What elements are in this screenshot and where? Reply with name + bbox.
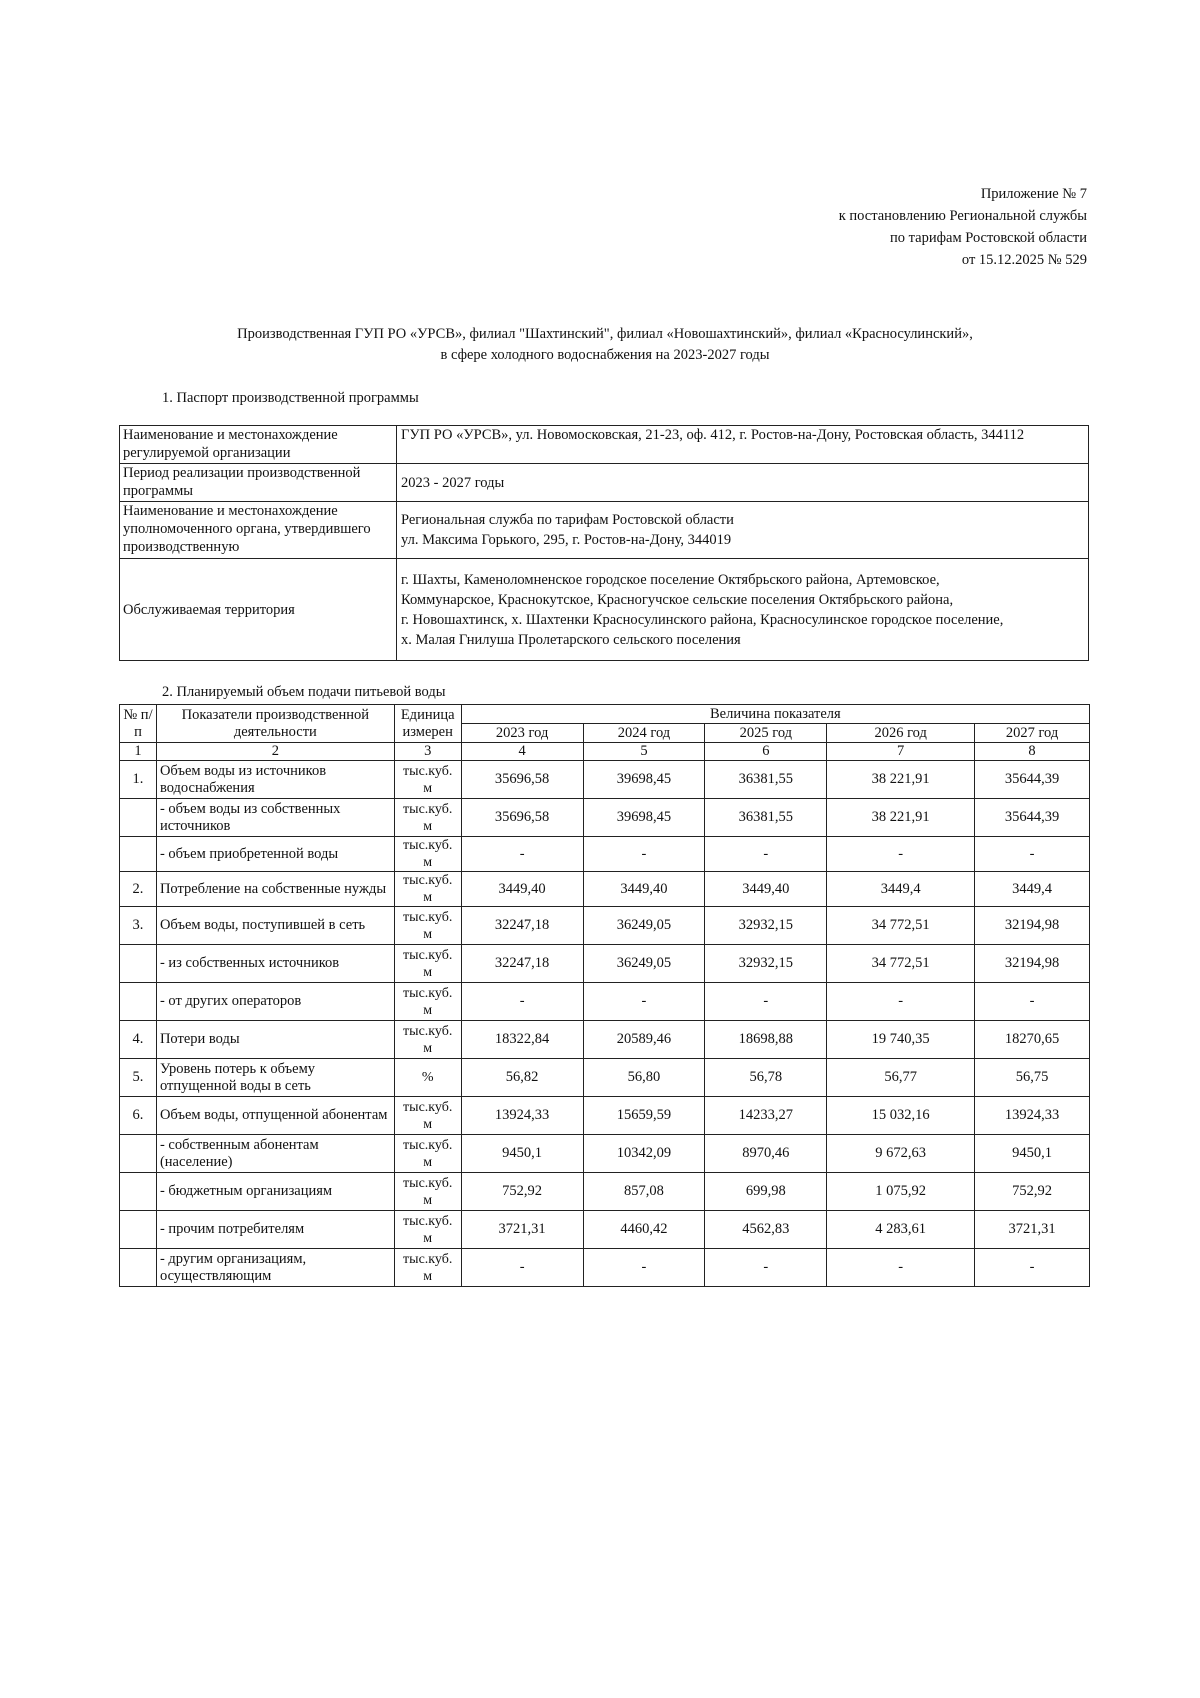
- row-value: -: [975, 983, 1090, 1021]
- table-row: [120, 1097, 1090, 1135]
- row-unit: тыс.куб. м: [394, 983, 461, 1021]
- passport-label: Наименование и местонахождение регулируемой организации: [120, 426, 397, 464]
- row-value: 15 032,16: [827, 1097, 975, 1135]
- row-value: 18322,84: [461, 1021, 583, 1059]
- annex-number: Приложение № 7: [980, 186, 1087, 202]
- table-row: [120, 1059, 1090, 1097]
- table-row: [120, 1211, 1090, 1249]
- row-value: 3449,40: [461, 872, 583, 907]
- table-row: [120, 837, 1090, 872]
- row-value: 35644,39: [975, 761, 1090, 799]
- table-row: [120, 872, 1090, 907]
- row-unit: тыс.куб. м: [394, 1097, 461, 1135]
- row-number: 1.: [120, 761, 157, 799]
- row-value: 32194,98: [975, 907, 1090, 945]
- annex-agency: по тарифам Ростовской области: [890, 230, 1087, 246]
- row-value: 56,77: [827, 1059, 975, 1097]
- row-unit: тыс.куб. м: [394, 1249, 461, 1287]
- row-unit: тыс.куб. м: [394, 799, 461, 837]
- row-unit: %: [394, 1059, 461, 1097]
- row-value: 20589,46: [583, 1021, 705, 1059]
- table-row: [120, 761, 1090, 799]
- row-unit: тыс.куб. м: [394, 1135, 461, 1173]
- row-value: 18698,88: [705, 1021, 827, 1059]
- header-index: 1: [120, 743, 157, 761]
- passport-table: [119, 425, 1089, 661]
- header-unit: Единица измерен: [394, 705, 461, 743]
- row-value: 9450,1: [975, 1135, 1090, 1173]
- table-row: [120, 799, 1090, 837]
- passport-value: 2023 - 2027 годы: [397, 464, 1089, 502]
- row-indicator: - прочим потребителям: [156, 1211, 394, 1249]
- row-value: 32247,18: [461, 945, 583, 983]
- document-title: [120, 324, 1090, 366]
- row-value: 4 283,61: [827, 1211, 975, 1249]
- header-index: 3: [394, 743, 461, 761]
- section-2-heading: 2. Планируемый объем подачи питьевой воды: [162, 684, 446, 700]
- row-value: 18270,65: [975, 1021, 1090, 1059]
- row-indicator: Объем воды, отпущенной абонентам: [156, 1097, 394, 1135]
- row-value: 857,08: [583, 1173, 705, 1211]
- row-number: [120, 1249, 157, 1287]
- table-row: [120, 1135, 1090, 1173]
- row-number: [120, 945, 157, 983]
- row-number: [120, 1135, 157, 1173]
- passport-value-line: Региональная служба по тарифам Ростовской области: [401, 512, 734, 528]
- row-unit: тыс.куб. м: [394, 945, 461, 983]
- passport-row: [120, 502, 1089, 559]
- header-index: 2: [156, 743, 394, 761]
- table-body: [120, 761, 1090, 1287]
- row-indicator: Потери воды: [156, 1021, 394, 1059]
- row-value: 3449,4: [975, 872, 1090, 907]
- row-value: 36249,05: [583, 945, 705, 983]
- row-value: 3449,40: [705, 872, 827, 907]
- row-value: -: [705, 837, 827, 872]
- row-indicator: Объем воды, поступившей в сеть: [156, 907, 394, 945]
- row-value: 3449,40: [583, 872, 705, 907]
- row-value: 35696,58: [461, 799, 583, 837]
- row-indicator: - от других операторов: [156, 983, 394, 1021]
- section-1-heading: 1. Паспорт производственной программы: [162, 390, 419, 406]
- row-value: 56,75: [975, 1059, 1090, 1097]
- row-value: 10342,09: [583, 1135, 705, 1173]
- row-indicator: Уровень потерь к объему отпущенной воды в сеть: [156, 1059, 394, 1097]
- passport-label: Обслуживаемая территория: [120, 559, 397, 661]
- row-value: -: [827, 983, 975, 1021]
- row-value: -: [705, 983, 827, 1021]
- row-value: 9 672,63: [827, 1135, 975, 1173]
- title-line-1: Производственная ГУП РО «УРСВ», филиал "Шахтинский", филиал «Новошахтинский», филиал «Красносулинский»,: [237, 326, 973, 342]
- row-unit: тыс.куб. м: [394, 1021, 461, 1059]
- row-value: 38 221,91: [827, 799, 975, 837]
- row-value: -: [583, 1249, 705, 1287]
- passport-value: [397, 502, 1089, 559]
- row-indicator: - собственным абонентам (население): [156, 1135, 394, 1173]
- row-value: 13924,33: [975, 1097, 1090, 1135]
- passport-label: Период реализации производственной программы: [120, 464, 397, 502]
- row-value: 14233,27: [705, 1097, 827, 1135]
- header-index: 4: [461, 743, 583, 761]
- row-number: [120, 1211, 157, 1249]
- row-value: -: [583, 983, 705, 1021]
- row-value: 19 740,35: [827, 1021, 975, 1059]
- header-indicator: Показатели производственной деятельности: [156, 705, 394, 743]
- row-value: 32932,15: [705, 945, 827, 983]
- passport-value-line: г. Шахты, Каменоломненское городское поселение Октябрьского района, Артемовское,: [401, 571, 940, 588]
- header-number: № п/п: [120, 705, 157, 743]
- annex-date: от 15.12.2025 № 529: [961, 252, 1087, 268]
- row-value: 32247,18: [461, 907, 583, 945]
- row-value: 699,98: [705, 1173, 827, 1211]
- row-value: 15659,59: [583, 1097, 705, 1135]
- header-index: 8: [975, 743, 1090, 761]
- table-index-row: [120, 743, 1090, 761]
- row-value: -: [461, 1249, 583, 1287]
- row-indicator: - бюджетным организациям: [156, 1173, 394, 1211]
- passport-row: [120, 426, 1089, 464]
- row-number: [120, 799, 157, 837]
- row-value: 35644,39: [975, 799, 1090, 837]
- water-volume-table: [119, 704, 1090, 1287]
- passport-value: [397, 559, 1089, 661]
- row-value: -: [975, 837, 1090, 872]
- row-indicator: - объем приобретенной воды: [156, 837, 394, 872]
- row-value: 3449,4: [827, 872, 975, 907]
- row-value: -: [461, 983, 583, 1021]
- table-row: [120, 945, 1090, 983]
- row-unit: тыс.куб. м: [394, 872, 461, 907]
- row-number: 3.: [120, 907, 157, 945]
- row-value: 38 221,91: [827, 761, 975, 799]
- row-value: -: [827, 837, 975, 872]
- row-value: 56,78: [705, 1059, 827, 1097]
- row-value: 39698,45: [583, 799, 705, 837]
- row-value: -: [583, 837, 705, 872]
- annex-header: [839, 183, 1087, 271]
- row-value: 34 772,51: [827, 907, 975, 945]
- row-value: 4460,42: [583, 1211, 705, 1249]
- row-value: -: [705, 1249, 827, 1287]
- passport-value: ГУП РО «УРСВ», ул. Новомосковская, 21-23, оф. 412, г. Ростов-на-Дону, Ростовская область, 344112: [397, 426, 1089, 464]
- passport-value-line: ул. Максима Горького, 295, г. Ростов-на-Дону, 344019: [401, 532, 732, 548]
- row-value: 9450,1: [461, 1135, 583, 1173]
- row-indicator: Объем воды из источников водоснабжения: [156, 761, 394, 799]
- passport-label: Наименование и местонахождение уполномоченного органа, утвердившего производственную: [120, 502, 397, 559]
- row-number: 4.: [120, 1021, 157, 1059]
- passport-row: [120, 464, 1089, 502]
- row-value: 35696,58: [461, 761, 583, 799]
- header-year: 2026 год: [827, 724, 975, 743]
- title-line-2: в сфере холодного водоснабжения на 2023-2027 годы: [440, 347, 770, 363]
- row-indicator: Потребление на собственные нужды: [156, 872, 394, 907]
- row-indicator: - другим организациям, осуществляющим: [156, 1249, 394, 1287]
- row-number: 6.: [120, 1097, 157, 1135]
- row-unit: тыс.куб. м: [394, 837, 461, 872]
- header-value-group: Величина показателя: [461, 705, 1089, 724]
- row-value: 4562,83: [705, 1211, 827, 1249]
- header-year: 2024 год: [583, 724, 705, 743]
- passport-row: [120, 559, 1089, 661]
- row-value: 13924,33: [461, 1097, 583, 1135]
- row-number: [120, 983, 157, 1021]
- row-value: -: [827, 1249, 975, 1287]
- row-number: 2.: [120, 872, 157, 907]
- header-index: 7: [827, 743, 975, 761]
- row-value: 36381,55: [705, 799, 827, 837]
- annex-resolution: к постановлению Региональной службы: [838, 208, 1087, 224]
- row-value: -: [461, 837, 583, 872]
- row-number: [120, 837, 157, 872]
- header-year: 2025 год: [705, 724, 827, 743]
- header-year: 2023 год: [461, 724, 583, 743]
- row-value: -: [975, 1249, 1090, 1287]
- table-row: [120, 1173, 1090, 1211]
- row-value: 3721,31: [975, 1211, 1090, 1249]
- table-row: [120, 983, 1090, 1021]
- table-row: [120, 907, 1090, 945]
- row-indicator: - из собственных источников: [156, 945, 394, 983]
- header-year: 2027 год: [975, 724, 1090, 743]
- header-index: 5: [583, 743, 705, 761]
- row-unit: тыс.куб. м: [394, 1173, 461, 1211]
- table-header-row: [120, 705, 1090, 724]
- row-unit: тыс.куб. м: [394, 1211, 461, 1249]
- table-row: [120, 1021, 1090, 1059]
- passport-value-line: х. Малая Гнилуша Пролетарского сельского поселения: [401, 631, 741, 648]
- row-value: 1 075,92: [827, 1173, 975, 1211]
- passport-value-line: Коммунарское, Краснокутское, Красногучское сельские поселения Октябрьского района,: [401, 591, 954, 608]
- row-value: 32932,15: [705, 907, 827, 945]
- row-unit: тыс.куб. м: [394, 761, 461, 799]
- table-row: [120, 1249, 1090, 1287]
- row-value: 39698,45: [583, 761, 705, 799]
- row-value: 34 772,51: [827, 945, 975, 983]
- row-value: 36381,55: [705, 761, 827, 799]
- row-number: [120, 1173, 157, 1211]
- row-value: 36249,05: [583, 907, 705, 945]
- row-value: 752,92: [975, 1173, 1090, 1211]
- row-value: 32194,98: [975, 945, 1090, 983]
- row-unit: тыс.куб. м: [394, 907, 461, 945]
- row-number: 5.: [120, 1059, 157, 1097]
- row-value: 56,80: [583, 1059, 705, 1097]
- row-value: 3721,31: [461, 1211, 583, 1249]
- header-index: 6: [705, 743, 827, 761]
- row-indicator: - объем воды из собственных источников: [156, 799, 394, 837]
- row-value: 8970,46: [705, 1135, 827, 1173]
- row-value: 752,92: [461, 1173, 583, 1211]
- row-value: 56,82: [461, 1059, 583, 1097]
- passport-value-line: г. Новошахтинск, х. Шахтенки Красносулинского района, Красносулинское городское поселение,: [401, 611, 1004, 628]
